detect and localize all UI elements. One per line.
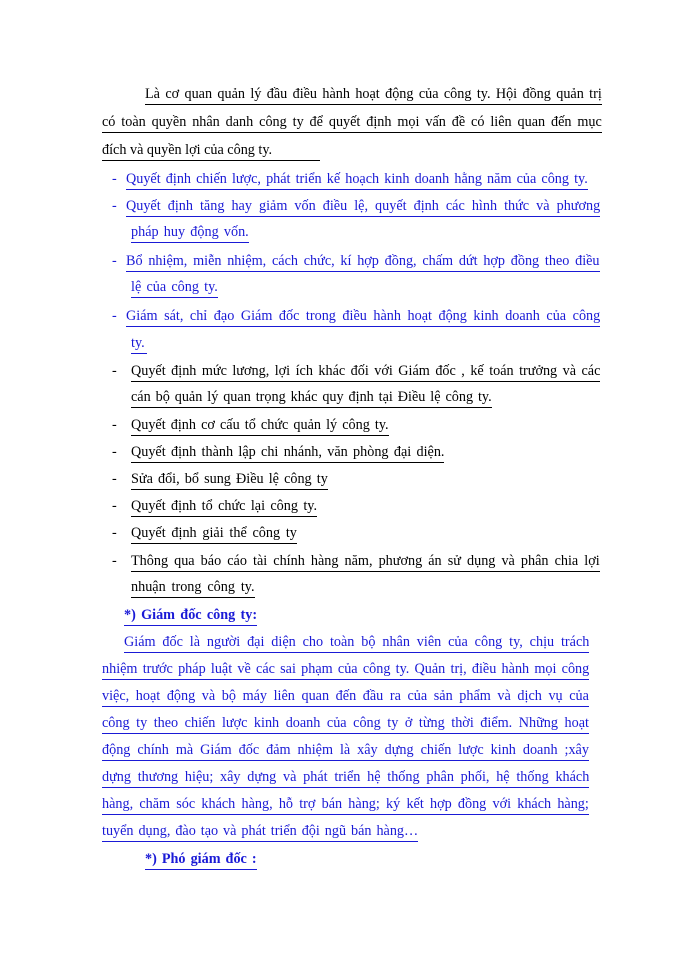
bullet-marker: - (112, 363, 117, 379)
director-paragraph-line: hàng, chăm sóc khách hàng, hỗ trợ bán hàng; ký kết hợp đồng với khách hàng; (102, 795, 589, 815)
bullet-line: cán bộ quản lý quan trọng khác quy định tại Điều lệ công ty. (131, 388, 492, 408)
bullet-marker: - (112, 253, 117, 269)
bullet-line: Bổ nhiệm, miễn nhiệm, cách chức, kí hợp đồng, chấm dứt hợp đồng theo điều (126, 252, 600, 272)
bullet-marker: - (112, 444, 117, 460)
bullet-marker: - (112, 525, 117, 541)
bullet-line: Thông qua báo cáo tài chính hàng năm, phương án sử dụng và phân chia lợi (131, 552, 600, 572)
intro-line: đích và quyền lợi của công ty. (102, 141, 320, 161)
bullet-marker: - (112, 471, 117, 487)
deputy-heading: *) Phó giám đốc : (145, 850, 257, 870)
bullet-marker: - (112, 553, 117, 569)
director-paragraph-line: Giám đốc là người đại diện cho toàn bộ nhân viên của công ty, chịu trách (124, 633, 589, 653)
bullet-marker: - (112, 308, 117, 324)
intro-line: có toàn quyền nhân danh công ty để quyết định mọi vấn đề có liên quan đến mục (102, 113, 602, 133)
bullet-line: ty. (131, 334, 147, 354)
bullet-line: Quyết định thành lập chi nhánh, văn phòng đại diện. (131, 443, 444, 463)
bullet-line: Quyết định mức lương, lợi ích khác đối với Giám đốc , kế toán trưởng và các (131, 362, 600, 382)
director-paragraph-line: tuyển dụng, đào tạo và phát triển đội ngũ bán hàng… (102, 822, 418, 842)
bullet-line: Giám sát, chỉ đạo Giám đốc trong điều hành hoạt động kinh doanh của công (126, 307, 600, 327)
bullet-marker: - (112, 417, 117, 433)
bullet-line: pháp huy động vốn. (131, 223, 249, 243)
bullet-line: nhuận trong công ty. (131, 578, 255, 598)
bullet-line: Quyết định giải thể công ty (131, 524, 297, 544)
bullet-line: Quyết định chiến lược, phát triển kế hoạch kinh doanh hằng năm của công ty. (126, 170, 588, 190)
director-paragraph-line: nhiệm trước pháp luật về các sai phạm của công ty. Quản trị, điều hành mọi công (102, 660, 589, 680)
intro-line: Là cơ quan quản lý đầu điều hành hoạt động của công ty. Hội đồng quản trị (145, 85, 602, 105)
bullet-marker: - (112, 198, 117, 214)
director-paragraph-line: dựng thương hiệu; xây dựng và phát triển hệ thống phân phối, hệ thống khách (102, 768, 589, 788)
bullet-line: Sửa đổi, bổ sung Điều lệ công ty (131, 470, 328, 490)
bullet-line: lệ của công ty. (131, 278, 218, 298)
director-paragraph-line: công ty theo chiến lược kinh doanh của công ty ở từng thời điểm. Những hoạt (102, 714, 589, 734)
director-paragraph-line: việc, hoạt động và bộ máy liên quan đến đầu ra của sản phẩm và dịch vụ của (102, 687, 589, 707)
bullet-marker: - (112, 171, 117, 187)
director-paragraph-line: động chính mà Giám đốc đảm nhiệm là xây dựng chiến lược kinh doanh ;xây (102, 741, 589, 761)
bullet-marker: - (112, 498, 117, 514)
bullet-line: Quyết định tăng hay giảm vốn điều lệ, quyết định các hình thức và phương (126, 197, 600, 217)
director-heading: *) Giám đốc công ty: (124, 606, 257, 626)
bullet-line: Quyết định cơ cấu tổ chức quản lý công ty. (131, 416, 389, 436)
bullet-line: Quyết định tổ chức lại công ty. (131, 497, 317, 517)
